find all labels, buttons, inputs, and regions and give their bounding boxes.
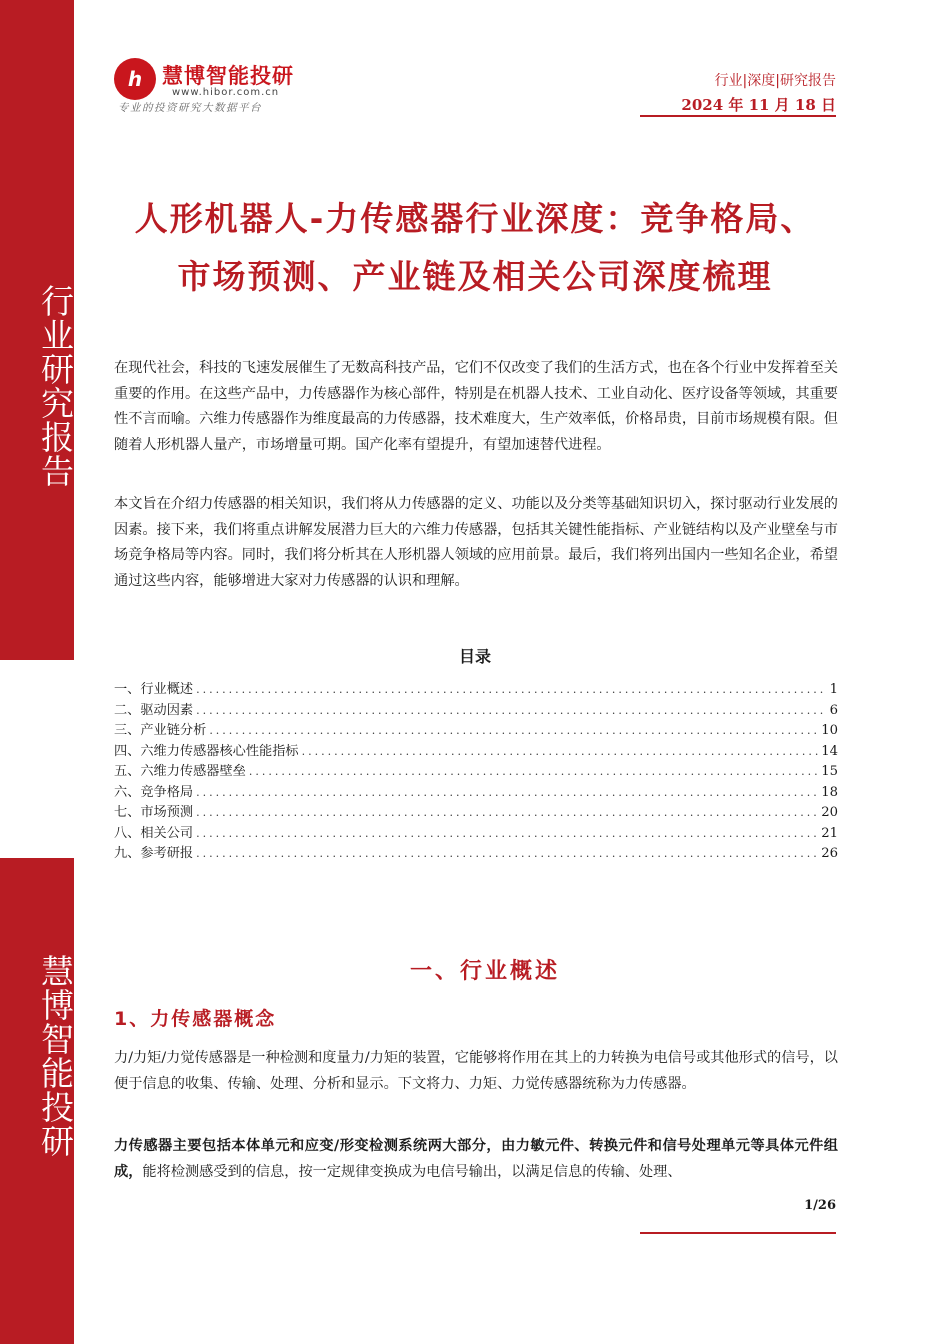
toc-item-page: 21 [821, 825, 838, 841]
toc-item-page: 6 [829, 702, 838, 718]
logo-name: 慧博智能投研 [162, 64, 294, 88]
toc-item[interactable] [114, 699, 838, 720]
toc-item[interactable] [114, 740, 838, 761]
toc-leader [196, 847, 818, 860]
toc-item[interactable] [114, 678, 838, 699]
section-paragraph-2 [114, 1134, 838, 1185]
toc-item-label: 二、驱动因素 [114, 702, 194, 718]
table-of-contents [114, 678, 838, 863]
footer-rule [640, 1232, 836, 1234]
toc-leader [196, 827, 818, 840]
subsection-heading: 1、力传感器概念 [114, 1008, 277, 1030]
toc-item[interactable] [114, 781, 838, 802]
toc-item[interactable] [114, 822, 838, 843]
page-title [110, 190, 840, 306]
toc-item-page: 15 [821, 764, 838, 779]
sidebar [0, 0, 74, 1344]
section-paragraph-2-bold: 力传感器主要包括本体单元和应变/形变检测系统两大部分，由力敏元件、转换元件和信号处理单元等具体元件组成， [114, 1138, 838, 1180]
toc-item-page: 14 [821, 743, 838, 759]
toc-title: 目录 [458, 647, 491, 666]
toc-item[interactable] [114, 760, 838, 781]
toc-item[interactable] [114, 801, 838, 822]
page-number: 1/26 [804, 1198, 836, 1213]
toc-item-label: 一、行业概述 [114, 682, 194, 697]
toc-item-label: 九、参考研报 [114, 846, 194, 861]
toc-leader [249, 765, 818, 778]
section-heading: 一、行业概述 [409, 959, 560, 984]
sidebar-top-label: 行业研究报告 [36, 284, 75, 488]
intro-paragraph-2: 本文旨在介绍力传感器的相关知识，我们将从力传感器的定义、功能以及分类等基础知识切入，探讨驱动行业发展的因素。接下来，我们将重点讲解发展潜力巨大的六维力传感器，包括其关键性能指标、产业链结构以及产业壁垒与市场竞争格局等内容。同时，我们将分析其在人形机器人领域的应用前景。最后，我们将列出国内一些知名企业，希望通过这些内容，能够增进大家对力传感器的认识和理解。 [114, 496, 838, 589]
intro-paragraph-1: 在现代社会，科技的飞速发展催生了无数高科技产品，它们不仅改变了我们的生活方式，也在各个行业中发挥着至关重要的作用。在这些产品中，力传感器作为核心部件，特别是在机器人技术、工业自动化、医疗设备等领域，其重要性不言而喻。六维力传感器作为维度最高的力传感器，技术难度大，生产效率低，价格昂贵，目前市场规模有限。但随着人形机器人量产，市场增量可期。国产化率有望提升，有望加速替代进程。 [114, 360, 838, 453]
report-date: 2024 年 11 月 18 日 [681, 96, 836, 114]
toc-leader [196, 704, 826, 717]
toc-item-page: 1 [829, 682, 838, 697]
toc-item[interactable] [114, 842, 838, 863]
toc-item-label: 七、市场预测 [114, 805, 194, 820]
toc-item-page: 18 [821, 784, 838, 800]
logo-url: www.hibor.com.cn [172, 87, 280, 98]
logo [114, 56, 374, 116]
toc-item-label: 五、六维力传感器壁垒 [114, 764, 246, 779]
header-rule [640, 115, 836, 117]
logo-slogan: 专业的投资研究大数据平台 [118, 102, 262, 114]
report-type: 行业|深度|研究报告 [714, 73, 836, 89]
title-line-1: 人形机器人-力传感器行业深度：竞争格局、 [134, 199, 816, 238]
toc-item-label: 四、六维力传感器核心性能指标 [114, 743, 299, 759]
toc-item-page: 20 [821, 805, 838, 820]
toc-item-page: 10 [821, 723, 838, 738]
toc-leader [196, 786, 818, 799]
sidebar-divider [0, 660, 74, 858]
toc-leader [196, 806, 818, 819]
toc-item-page: 26 [821, 846, 838, 861]
toc-leader [302, 745, 819, 758]
toc-item[interactable] [114, 719, 838, 740]
title-line-2: 市场预测、产业链及相关公司深度梳理 [177, 257, 773, 296]
toc-leader [196, 683, 826, 696]
section-paragraph-2-rest: 能将检测感受到的信息，按一定规律变换成为电信号输出，以满足信息的传输、处理、 [142, 1163, 682, 1180]
toc-item-label: 六、竞争格局 [114, 784, 194, 800]
toc-leader [209, 724, 818, 737]
section-paragraph-1: 力/力矩/力觉传感器是一种检测和度量力/力矩的装置，它能够将作用在其上的力转换为电信号或其他形式的信号，以便于信息的收集、传输、处理、分析和显示。下文将力、力矩、力觉传感器统称为力传感器。 [114, 1050, 838, 1092]
toc-item-label: 三、产业链分析 [114, 723, 207, 738]
toc-item-label: 八、相关公司 [114, 825, 194, 841]
sidebar-bottom-label: 慧博智能投研 [36, 954, 75, 1158]
logo-icon: h [114, 58, 156, 100]
